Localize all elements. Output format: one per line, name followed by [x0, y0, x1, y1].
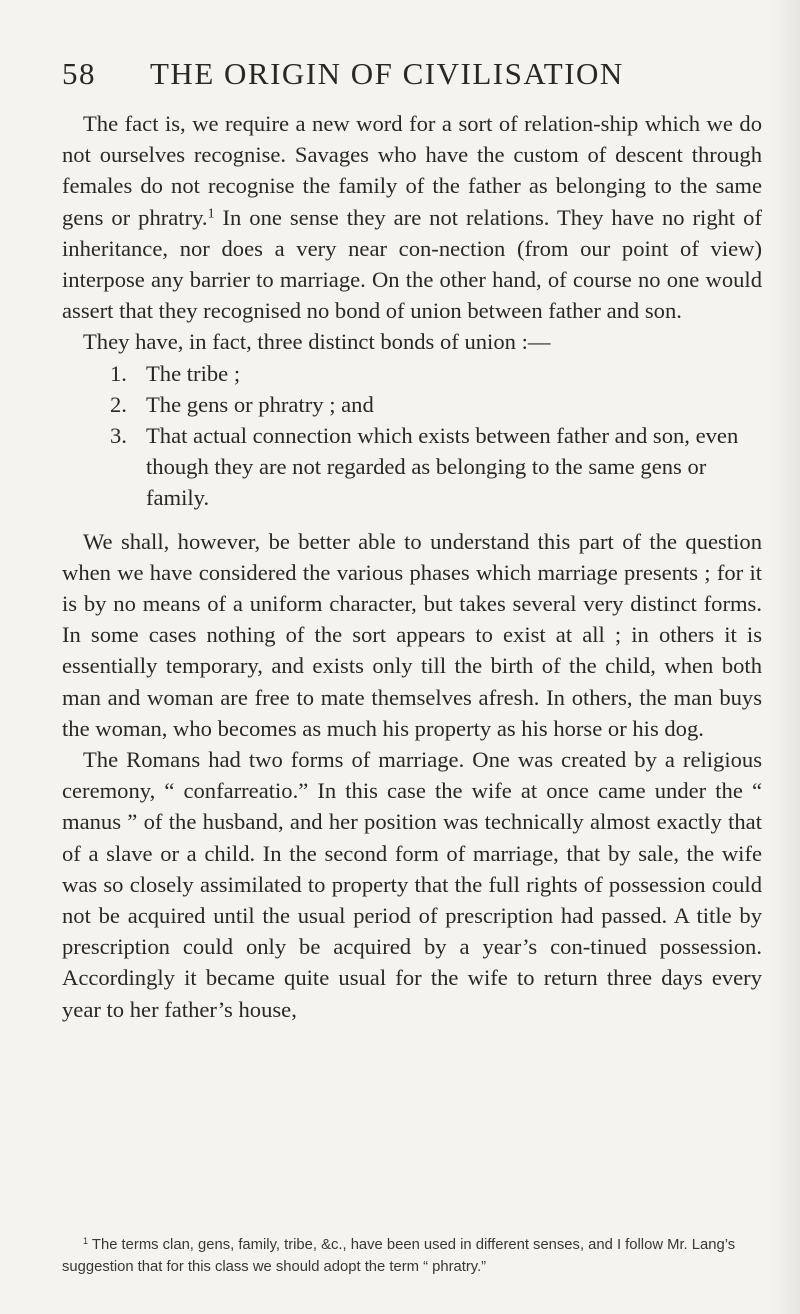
page-header — [62, 56, 762, 96]
list-item-text: That actual connection which exists between father and son, even though they are not regarded as belonging to the same gens or family. — [146, 423, 739, 511]
paragraph-3: We shall, however, be better able to understand this part of the question when we have considered the various phases which marriage presents ; for it is by no means of a uniform character, but takes several very distinct forms. In some cases nothing of the sort appears to exist at all ; in others it is essentially temporary, and exists only till the birth of the child, when both man and woman are free to mate themselves afresh. In others, the man buys the woman, who becomes as much his property as his horse or his dog. — [62, 528, 762, 741]
paragraph-2: They have, in fact, three distinct bonds of union :— — [83, 329, 551, 355]
list-item — [62, 358, 762, 389]
footnote-reference: 1 — [207, 205, 215, 221]
paragraph-1 — [62, 108, 762, 326]
list-item-number: 3. — [110, 423, 127, 449]
bonds-list — [62, 358, 762, 514]
footnote-marker: 1 — [83, 1235, 89, 1246]
running-title: THE ORIGIN OF CIVILISATION — [150, 56, 624, 91]
list-item-text: The tribe ; — [146, 360, 241, 386]
paragraph-1-text-a: The fact is, we require a new word for a sort of relation-ship which we do not ourselves recognise. Savages who have the custom of descent through females do not recognise the family of the father as belonging to the same gens or phratry. — [62, 111, 762, 230]
body-text — [62, 108, 762, 1025]
paragraph-4: The Romans had two forms of marriage. One was created by a religious ceremony, “ confarreatio.” In this case the wife at once came under the “ manus ” of the husband, and her position was technically almost exactly that of a slave or a child. In the second form of marriage, that by sale, the wife was so closely assimilated to property that the full rights of possession could not be acquired until the usual period of prescription had passed. A title by prescription could only be acquired by a year’s con-tinued possession. Accordingly it became quite usual for the wife to return three days every year to her father’s house, — [62, 747, 762, 1022]
paragraph-1-text-b: In one sense they are not relations. They have no right of inheritance, nor does a very near con-nection (from our point of view) interpose any barrier to marriage. On the other hand, of course no one would assert that they recognised no bond of union between father and son. — [62, 204, 762, 324]
list-item — [62, 389, 762, 420]
list-item — [62, 420, 762, 514]
footnote — [62, 1234, 762, 1278]
page-number: 58 — [62, 56, 96, 91]
footnote-text: The terms clan, gens, family, tribe, &c., have been used in different senses, and I follow Mr. Lang’s suggestion that for this class we should adopt the term “ phratry.” — [62, 1237, 736, 1275]
list-item-text: The gens or phratry ; and — [146, 391, 374, 417]
list-item-number: 2. — [110, 391, 127, 417]
list-item-number: 1. — [110, 360, 127, 386]
